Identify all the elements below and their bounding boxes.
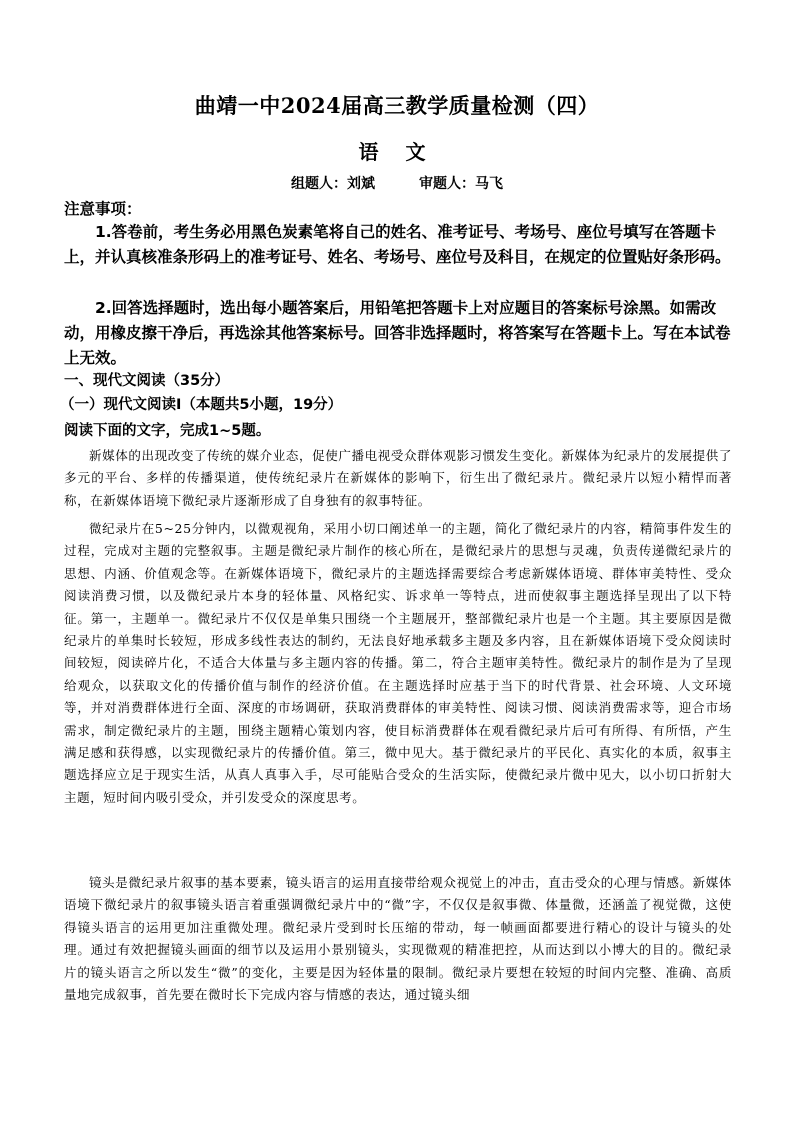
passage-paragraph-1: 新媒体的出现改变了传统的媒介业态，促使广播电视受众群体观影习惯发生变化。新媒体为纪录片的发展提供了多元的平台、多样的传播渠道，使传统纪录片在新媒体的影响下，衍生出了微纪录片。微纪录片以短小精悍而著称，在新媒体语境下微纪录片逐渐形成了自身独有的叙事特征。: [64, 448, 732, 508]
reviewer-label: 审题人：马飞: [419, 176, 503, 192]
notice-heading: 注意事项：: [64, 200, 142, 218]
notice-item-1: 1.答卷前，考生务必用黑色炭素笔将自己的姓名、准考证号、考场号、座位号填写在答题卡上，并认真核准条形码上的准考证号、姓名、考场号、座位号及科目，在规定的位置贴好条形码。: [64, 223, 731, 266]
passage-paragraph-2: 微纪录片在5~25分钟内，以微观视角，采用小切口阐述单一的主题，简化了微纪录片的内容，精简事件发生的过程，完成对主题的完整叙事。主题是微纪录片制作的核心所在，是微纪录片的思想与灵魂，负责传递微纪录片的思想、内涵、价值观念等。在新媒体语境下，微纪录片的主题选择需要综合考虑新媒体语境、群体审美特性、受众阅读消费习惯，以及微纪录片本身的轻体量、风格纪实、诉求单一等特点，进而使叙事主题选择呈现出了以下特征。第一，主题单一。微纪录片不仅仅是单集只围绕一个主题展开，整部微纪录片也是一个主题。其主要原因是微纪录片的单集时长较短，形成多线性表达的制约，无法良好地承载多主题及多内容，且在新媒体语境下受众阅读时间较短，阅读碎片化，不适合大体量与多主题内容的传播。第二，符合主题审美特性。微纪录片的制作是为了呈现给观众，以获取文化的传播价值与制作的经济价值。在主题选择时应基于当下的时代背景、社会环境、人文环境等，并对消费群体进行全面、深度的市场调研，获取消费群体的审美特性、阅读习惯、阅读消费需求等，迎合市场需求，制定微纪录片的主题，围绕主题精心策划内容，使目标消费群体在观看微纪录片后可有所得、有所悟，产生满足感和获得感，以实现微纪录片的传播价值。第三，微中见大。基于微纪录片的平民化、真实化的本质，叙事主题选择应立足于现实生活，从真人真事入手，尽可能贴合受众的生活实际，使微纪录片微中见大，以小切口折射大主题，短时间内吸引受众，并引发受众的深度思考。: [64, 521, 732, 805]
notice-item-2: 2.回答选择题时，选出每小题答案后，用铅笔把答题卡上对应题目的答案标号涂黑。如需改动，用橡皮擦干净后，再选涂其他答案标号。回答非选择题时，将答案写在答题卡上。写在本试卷上无效。: [64, 299, 731, 367]
exam-title: 曲靖一中2024届高三教学质量检测（四）: [194, 93, 600, 118]
subject-heading: 语 文: [358, 140, 436, 164]
setter-label: 组题人：刘斌: [291, 176, 375, 192]
reading-instruction: 阅读下面的文字，完成1~5题。: [64, 423, 271, 439]
passage-paragraph-3: 镜头是微纪录片叙事的基本要素，镜头语言的运用直接带给观众视觉上的冲击，直击受众的心理与情感。新媒体语境下微纪录片的叙事镜头语言着重强调微纪录片中的“微”字，不仅仅是叙事微、体量微，还涵盖了视觉微，这使得镜头语言的运用更加注重微处理。微纪录片受到时长压缩的带动，每一帧画面都要进行精心的设计与镜头的处理。通过有效把握镜头画面的细节以及运用小景别镜头，实现微观的精准把控，从而达到以小博大的目的。微纪录片的镜头语言之所以发生“微”的变化，主要是因为轻体量的限制。微纪录片要想在较短的时间内完整、准确、高质量地完成叙事，首先要在微时长下完成内容与情感的表达，通过镜头细: [64, 875, 732, 1003]
section-heading: 一、现代文阅读（35分）: [64, 373, 230, 389]
author-line: [0, 173, 794, 193]
subsection-heading: （一）现代文阅读Ⅰ（本题共5小题，19分）: [60, 397, 343, 413]
